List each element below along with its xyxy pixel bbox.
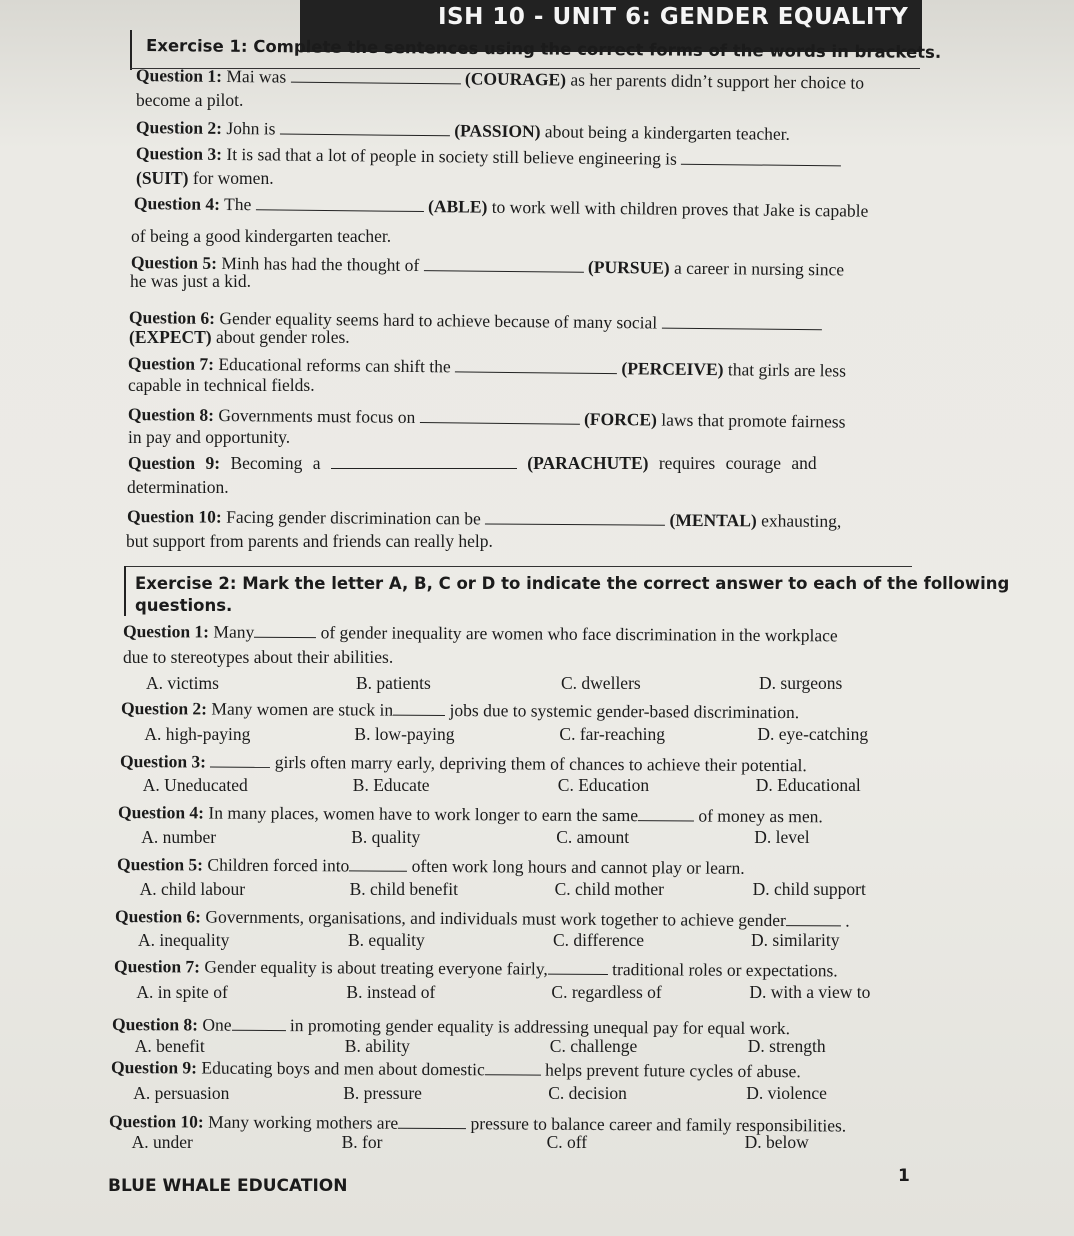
- ex2-q6-option-b[interactable]: B. equality: [348, 930, 425, 950]
- ex2-q5-blank[interactable]: [349, 856, 407, 871]
- ex2-q7-blank[interactable]: [548, 960, 608, 975]
- exercise1-instruction: Exercise 1: Complete the sentences using the correct forms of the words in brackets.: [145, 36, 942, 62]
- ex1-q5-line2: he was just a kid.: [130, 271, 252, 291]
- ex2-q6-option-a[interactable]: A. inequality: [138, 930, 230, 950]
- ex1-q10-blank[interactable]: [485, 510, 665, 526]
- ex2-q3-option-d[interactable]: D. Educational: [755, 775, 861, 795]
- ex2-q10-option-d[interactable]: D. below: [744, 1132, 809, 1152]
- ex2-q6-blank[interactable]: [786, 911, 841, 926]
- ex2-q10-blank[interactable]: [398, 1114, 466, 1129]
- ex2-q10-option-a[interactable]: A. under: [131, 1132, 193, 1152]
- ex2-q1-blank[interactable]: [254, 623, 316, 638]
- ex2-q9-option-b[interactable]: B. pressure: [343, 1083, 422, 1103]
- ex2-q1-option-a[interactable]: A. victims: [146, 673, 219, 693]
- ex1-q6-line1: Question 6: Gender equality seems hard to achieve because of many social: [129, 306, 822, 335]
- ex1-q8-line2: in pay and opportunity.: [128, 427, 291, 447]
- ex2-q2-option-b[interactable]: B. low-paying: [354, 724, 455, 744]
- ex2-q4-option-d[interactable]: D. level: [754, 827, 810, 847]
- ex2-q10-stem: Question 10: Many working mothers are pressure to balance career and family responsibilities.: [108, 1111, 847, 1136]
- ex2-q3-option-c[interactable]: C. Education: [557, 775, 650, 795]
- ex2-q1-stem: Question 1: Many of gender inequality are women who face discrimination in the workplace: [122, 621, 838, 646]
- ex2-q8-stem: Question 8: One in promoting gender equality is addressing unequal pay for equal work.: [111, 1014, 791, 1039]
- ex2-q3-stem: Question 3: girls often marry early, depriving them of chances to achieve their potential.: [119, 751, 807, 776]
- ex1-q1-blank[interactable]: [291, 68, 461, 85]
- ex2-q7-option-c[interactable]: C. regardless of: [551, 982, 662, 1002]
- ex1-q4-blank[interactable]: [256, 195, 424, 212]
- ex2-q1-stem-cont: due to stereotypes about their abilities.: [123, 647, 394, 667]
- ex1-q5-line1: Question 5: Minh has had the thought of (PURSUE) a career in nursing since: [130, 252, 845, 280]
- ex1-q2-line1: Question 2: John is (PASSION) about being a kindergarten teacher.: [135, 117, 791, 144]
- ex2-q7-option-b[interactable]: B. instead of: [346, 982, 436, 1002]
- ex1-q5-blank[interactable]: [424, 256, 584, 273]
- ex1-q10-line1: Question 10: Facing gender discrimination can be (MENTAL) exhausting,: [126, 506, 842, 531]
- ex2-q5-option-b[interactable]: B. child benefit: [349, 879, 458, 899]
- ex2-q2-blank[interactable]: [393, 701, 445, 716]
- page-number: 1: [898, 1166, 910, 1186]
- ex2-q3-blank[interactable]: [210, 753, 270, 768]
- ex2-q9-blank[interactable]: [485, 1060, 541, 1075]
- ex2-q6-option-c[interactable]: C. difference: [553, 930, 645, 950]
- ex2-q4-option-c[interactable]: C. amount: [556, 827, 630, 847]
- exercise2-instruction-1: Exercise 2: Mark the letter A, B, C or D to indicate the correct answer to each of the following: [135, 574, 1010, 593]
- ex2-q9-stem: Question 9: Educating boys and men about domestic helps prevent future cycles of abuse.: [110, 1057, 801, 1082]
- ex1-q10-line2: but support from parents and friends can really help.: [126, 531, 493, 551]
- ex1-q3-line1: Question 3: It is sad that a lot of people in society still believe engineering is: [136, 142, 842, 171]
- ex2-q3-option-a[interactable]: A. Uneducated: [142, 775, 248, 795]
- ex2-q4-option-b[interactable]: B. quality: [351, 827, 421, 847]
- ex2-q4-stem: Question 4: In many places, women have to work longer to earn the same of money as men.: [117, 802, 823, 827]
- ex1-q4-line2: of being a good kindergarten teacher.: [131, 226, 392, 246]
- ex1-q7-line2: capable in technical fields.: [128, 375, 315, 395]
- ex2-q5-option-c[interactable]: C. child mother: [554, 879, 664, 899]
- ex2-q7-option-d[interactable]: D. with a view to: [749, 982, 871, 1002]
- ex2-q2-option-c[interactable]: C. far-reaching: [559, 724, 665, 744]
- ex2-q2-stem: Question 2: Many women are stuck in jobs due to systemic gender-based discrimination.: [120, 698, 800, 723]
- exercise2-instruction-2: questions.: [135, 596, 233, 615]
- ex2-q8-option-d[interactable]: D. strength: [747, 1036, 826, 1056]
- ex2-q10-option-b[interactable]: B. for: [341, 1132, 383, 1152]
- ex2-q9-option-d[interactable]: D. violence: [746, 1083, 827, 1103]
- ex2-q6-stem: Question 6: Governments, organisations, and individuals must work together to achieve gender .: [114, 906, 850, 931]
- ex1-q6-blank[interactable]: [662, 314, 822, 331]
- ex2-q7-option-a[interactable]: A. in spite of: [136, 982, 228, 1002]
- ex2-q7-stem: Question 7: Gender equality is about treating everyone fairly, traditional roles or expectations.: [113, 956, 838, 981]
- ex1-q8-line1: Question 8: Governments must focus on (FORCE) laws that promote fairness: [127, 404, 846, 432]
- ex1-q7-line1: Question 7: Educational reforms can shift the (PERCEIVE) that girls are less: [127, 353, 847, 381]
- ex2-q4-option-a[interactable]: A. number: [141, 827, 217, 847]
- ex1-q9-line2: determination.: [127, 477, 229, 497]
- page-title: ISH 10 - UNIT 6: GENDER EQUALITY: [438, 4, 909, 30]
- ex2-q8-blank[interactable]: [232, 1016, 286, 1031]
- ex2-q3-option-b[interactable]: B. Educate: [352, 775, 430, 795]
- exercise2-divider: [124, 566, 912, 567]
- ex1-q3-blank[interactable]: [681, 150, 841, 167]
- ex2-q5-option-d[interactable]: D. child support: [752, 879, 866, 899]
- ex1-q7-blank[interactable]: [455, 357, 617, 374]
- exercise2-frame: [124, 566, 126, 616]
- ex1-q1-line1: Question 1: Mai was (COURAGE) as her parents didn’t support her choice to: [135, 65, 865, 93]
- ex2-q5-option-a[interactable]: A. child labour: [139, 879, 246, 899]
- ex2-q1-option-d[interactable]: D. surgeons: [759, 673, 843, 693]
- ex2-q8-option-b[interactable]: B. ability: [344, 1036, 410, 1056]
- ex2-q2-option-d[interactable]: D. eye-catching: [757, 724, 869, 744]
- ex1-q8-blank[interactable]: [420, 408, 580, 425]
- ex2-q6-option-d[interactable]: D. similarity: [751, 930, 840, 950]
- ex1-q3-line2: (SUIT) for women.: [136, 168, 274, 188]
- ex1-q9-blank[interactable]: [331, 454, 517, 469]
- ex1-q9-line1: Question 9: Becoming a (PARACHUTE) requires courage and: [128, 453, 817, 473]
- ex2-q4-blank[interactable]: [638, 806, 694, 821]
- ex1-q2-blank[interactable]: [280, 120, 450, 137]
- ex2-q9-option-c[interactable]: C. decision: [548, 1083, 627, 1103]
- ex2-q9-option-a[interactable]: A. persuasion: [133, 1083, 230, 1103]
- ex1-q6-line2: (EXPECT) about gender roles.: [129, 327, 350, 347]
- ex1-q1-line2: become a pilot.: [136, 90, 244, 110]
- ex1-q4-line1: Question 4: The (ABLE) to work well with children proves that Jake is capable: [133, 193, 869, 221]
- footer-brand: BLUE WHALE EDUCATION: [108, 1176, 348, 1196]
- ex2-q10-option-c[interactable]: C. off: [546, 1132, 588, 1152]
- ex2-q1-option-b[interactable]: B. patients: [356, 673, 431, 693]
- ex2-q5-stem: Question 5: Children forced into often work long hours and cannot play or learn.: [116, 854, 745, 878]
- ex2-q8-option-c[interactable]: C. challenge: [549, 1036, 638, 1056]
- ex2-q8-option-a[interactable]: A. benefit: [134, 1036, 205, 1056]
- ex2-q2-option-a[interactable]: A. high-paying: [144, 724, 251, 744]
- ex2-q1-option-c[interactable]: C. dwellers: [561, 673, 641, 693]
